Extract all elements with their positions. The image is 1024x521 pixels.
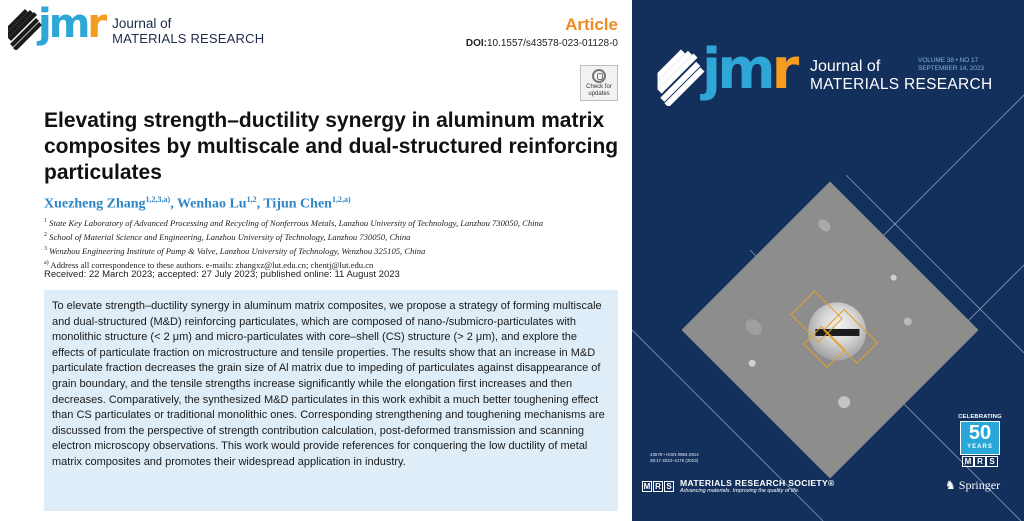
cover-name-line2: MATERIALS RESEARCH [810,76,993,93]
check-updates-line1: Check for [586,84,612,90]
article-title: Elevating strength–ductility synergy in aluminum matrix composites by multiscale and dual-structured reinforcing particulates [44,109,619,184]
journal-cover[interactable] [632,0,1024,521]
affiliation-text: School of Material Science and Engineering, Lanzhou University of Technology, Lanzhou 730050, China [49,231,411,242]
author-affiliation-sup: 1,2,a) [331,195,351,204]
check-for-updates-icon [592,69,606,83]
publisher-name: Springer [958,478,1001,492]
badge-mrs [958,456,1002,467]
doi-value: 10.1557/s43578-023-01128-0 [486,38,618,49]
cover-logo [654,37,796,106]
badge-number: 50 [968,422,992,444]
badge-fifty [960,421,1000,455]
micrograph-particle [902,316,913,327]
author-name[interactable]: Wenhao Lu [176,196,247,212]
article-type: Article [565,15,618,34]
springer-logo [945,478,1000,493]
micrograph-particle [816,217,833,234]
doi-label: DOI: [465,38,487,49]
mrs-text [680,478,835,494]
cover-issn-line1: 43578 • ISSN 0884-2914 [650,452,699,457]
badge-years: YEARS [967,444,993,450]
author-name[interactable]: Tijun Chen [263,196,332,212]
cover-volume-info [918,57,984,72]
cover-date: SEPTEMBER 14, 2023 [918,64,985,72]
micrograph-particle [889,273,897,281]
cover-jmr-wordmark: jmr [702,37,796,102]
author-separator: , [256,196,264,212]
affiliation-item [44,215,624,229]
micrograph-particle [742,316,765,339]
cover-issn-line2: 38:17 4023–4176 (2023) [650,458,699,463]
micrograph-particle [747,358,757,368]
mrs-letter: M [643,481,651,491]
affiliation-item [44,229,624,243]
jmr-stripes-logo-icon [8,8,42,50]
abstract-box [44,290,618,511]
mrs-letter: S [664,481,674,492]
correspondence-text[interactable]: Address all correspondence to these authors. e-mails: zhangxz@lut.edu.cn; chentj@lut.edu.cn [50,259,374,270]
journal-name-line2: MATERIALS RESEARCH [112,31,265,46]
abstract-text: To elevate strength–ductility synergy in aluminum matrix composites, we propose a strategy of forming multiscale and dual-structured (M&D) reinforcing particulates, which are composed of nano-/submicro-particulates with monolithic structure (< 2 μm) and micro-particulates with core–shell (CS) structure (> 2 μm), and explore the effects of particulate fraction on microstructure and tensile properties. The results show that an increase in M&D particulate fraction decreases the grain size of Al matrix due to impeding of particulates against disappearance of grain boundary, and the tensile strengths increase significantly while the elongation first increases and then decreases. Comparatively, the synthesized M&D particulates in this work exhibit a much better toughening effect than CS particulates or traditional monolithic ones. Corresponding strengthening and toughening mechanisms are discussed from the perspective of strength contribution calculation, post-deformed transmission and scanning electron microscopy observations. This work would provide references for conquering the low ductility of metal matrix composites and promotes their widespread application in industry. [52,300,605,468]
affiliation-sup: 2 [44,231,47,238]
badge-mrs-letter: M [962,456,974,467]
check-for-updates-button[interactable] [580,65,618,101]
mrs-letter: R [653,481,663,492]
affiliations [44,215,624,270]
correspondence-sup: a) [44,259,49,266]
doi[interactable] [466,38,618,49]
affiliation-sup: 1 [44,218,47,224]
cover-volume: VOLUME 38 • NO 17 [918,57,979,64]
affiliation-text: Wenzhou Engineering Institute of Pump & Valve, Lanzhou University of Technology, Wenzhou 325105, China [49,245,426,256]
journal-logo[interactable] [8,1,265,54]
journal-name [112,16,264,46]
badge-mrs-letter: S [986,456,998,467]
badge-mrs-letter: R [974,456,986,467]
publication-history: Received: 22 March 2023; accepted: 27 July 2023; published online: 11 August 2023 [44,269,400,280]
journal-name-line1: Journal of [112,16,172,31]
springer-horse-icon: ♞ [945,478,956,492]
cover-name-line1: Journal of [810,58,881,75]
mrs-tagline: Advancing materials. Improving the quality of life. [680,488,800,494]
author-affiliation-sup: 1,2 [246,195,257,204]
affiliation-item [44,243,624,257]
mrs-name: MATERIALS RESEARCH SOCIETY® [680,478,835,488]
check-updates-line2: updates [588,90,610,97]
mrs-letters [642,481,675,492]
cover-issn [650,452,699,464]
mrs-logo [642,478,835,494]
micrograph-particle [836,394,853,411]
jmr-wordmark: jmr [38,1,105,47]
author-list [44,195,351,213]
author-name[interactable]: Xuezheng Zhang [44,196,146,212]
jmr-stripes-logo-icon [654,48,708,106]
author-affiliation-sup: 1,2,3,a) [145,195,171,204]
author-separator: , [170,196,177,212]
badge-celebrating: CELEBRATING [958,414,1002,420]
anniversary-badge [958,414,1002,476]
affiliation-sup: 3 [44,245,47,252]
affiliation-text: State Key Laboratory of Advanced Processing and Recycling of Nonferrous Metals, Lanzhou University of Technology, Lanzhou 730050, China [49,217,544,228]
